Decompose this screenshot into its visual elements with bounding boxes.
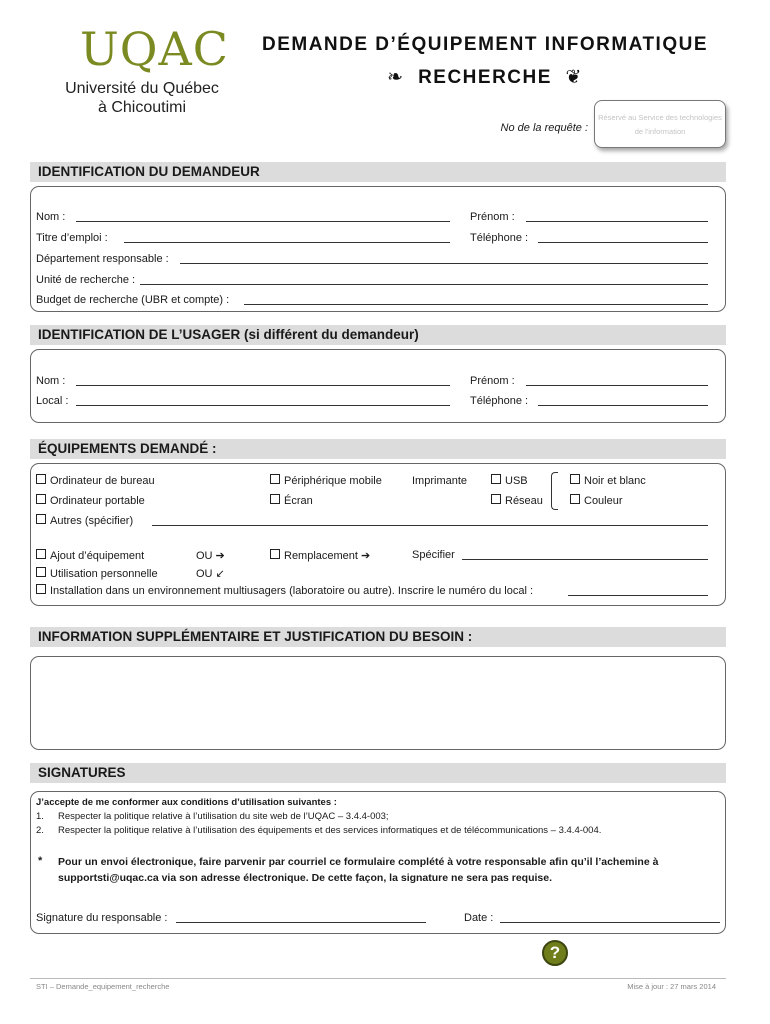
checkbox-noir-blanc[interactable]: [570, 474, 646, 488]
checkbox-box[interactable]: [36, 474, 46, 484]
label-nom: Nom :: [36, 211, 66, 223]
help-icon[interactable]: ?: [542, 940, 568, 966]
condition-2: Respecter la politique relative à l’utilisation des équipements et des services informatiques et de télécommunications – 3.4.4-004.: [58, 825, 602, 836]
field-date[interactable]: [500, 912, 720, 923]
checkbox-box[interactable]: [270, 474, 280, 484]
request-number-box[interactable]: Réservé au Service des technologies de l'information: [594, 100, 726, 148]
logo-line-2: à Chicoutimi: [97, 99, 187, 116]
label-unite: Unité de recherche :: [36, 274, 136, 286]
footer-divider: [30, 978, 726, 979]
checkbox-box[interactable]: [491, 494, 501, 504]
label-usager-prenom: Prénom :: [470, 375, 515, 387]
panel-usager: [30, 349, 726, 423]
checkbox-couleur[interactable]: [570, 494, 623, 508]
section-equipements: ÉQUIPEMENTS DEMANDÉ :: [30, 439, 726, 459]
label-prenom: Prénom :: [470, 211, 515, 223]
label-departement: Département responsable :: [36, 253, 169, 265]
condition-2-num: 2.: [36, 825, 44, 836]
label-budget: Budget de recherche (UBR et compte) :: [36, 294, 230, 306]
field-prenom[interactable]: [526, 211, 708, 222]
field-usager-nom[interactable]: [76, 375, 450, 386]
uqac-logo-word: UQAC: [80, 22, 229, 76]
checkbox-box[interactable]: [491, 474, 501, 484]
checkbox-label: Écran: [284, 495, 313, 507]
note-electronic-2: supportsti@uqac.ca via son adresse électronique. De cette façon, la signature ne sera pas requise.: [58, 872, 552, 884]
checkbox-box[interactable]: [570, 494, 580, 504]
label-ou-1: OU ➔: [196, 550, 225, 562]
field-usager-prenom[interactable]: [526, 375, 708, 386]
checkbox-ecran[interactable]: [270, 494, 313, 508]
label-specifier: Spécifier: [412, 549, 455, 561]
label-usager-nom: Nom :: [36, 375, 66, 387]
checkbox-label: Autres (spécifier): [50, 515, 134, 527]
label-telephone: Téléphone :: [470, 232, 529, 244]
request-number-label: No de la requête :: [500, 122, 588, 134]
section-identification-demandeur: IDENTIFICATION DU DEMANDEUR: [30, 162, 726, 182]
checkbox-box[interactable]: [270, 494, 280, 504]
checkbox-reseau[interactable]: [491, 494, 543, 508]
field-autres[interactable]: [152, 515, 708, 526]
checkbox-box[interactable]: [36, 514, 46, 524]
label-titre-emploi: Titre d’emploi :: [36, 232, 108, 244]
section-justification: INFORMATION SUPPLÉMENTAIRE ET JUSTIFICATION DU BESOIN :: [30, 627, 726, 647]
label-signature: Signature du responsable :: [36, 912, 168, 924]
field-unite[interactable]: [140, 274, 708, 285]
checkbox-label: Réseau: [505, 495, 543, 507]
field-usager-local[interactable]: [76, 395, 450, 406]
checkbox-label: Ajout d’équipement: [50, 550, 145, 562]
checkbox-box[interactable]: [36, 567, 46, 577]
field-departement[interactable]: [180, 253, 708, 264]
checkbox-box[interactable]: [270, 549, 280, 559]
justification-textarea[interactable]: [30, 656, 726, 750]
checkbox-box[interactable]: [36, 584, 46, 594]
footer-update-date: Mise à jour : 27 mars 2014: [627, 982, 716, 991]
checkbox-remplacement[interactable]: [270, 549, 370, 563]
condition-1-num: 1.: [36, 811, 44, 822]
field-nom[interactable]: [76, 211, 450, 222]
form-subtitle: [240, 66, 730, 89]
field-telephone[interactable]: [538, 232, 708, 243]
note-star: *: [38, 855, 43, 867]
field-numero-local[interactable]: [568, 585, 708, 596]
checkbox-label: Noir et blanc: [584, 475, 646, 487]
checkbox-label: Ordinateur portable: [50, 495, 145, 507]
checkbox-label: Remplacement ➔: [284, 550, 371, 562]
field-budget[interactable]: [244, 294, 708, 305]
checkbox-label: Installation dans un environnement multiusagers (laboratoire ou autre). Inscrire le numéro du local :: [50, 585, 534, 597]
checkbox-autres[interactable]: [36, 514, 133, 528]
checkbox-ajout[interactable]: [36, 549, 144, 563]
section-identification-usager: IDENTIFICATION DE L’USAGER (si différent du demandeur): [30, 325, 726, 345]
label-usager-telephone: Téléphone :: [470, 395, 529, 407]
checkbox-ordinateur-portable[interactable]: [36, 494, 145, 508]
note-electronic-1: Pour un envoi électronique, faire parvenir par courriel ce formulaire complété à votre responsable afin qu’il l’achemine à: [58, 856, 659, 868]
checkbox-usb[interactable]: [491, 474, 528, 488]
logo-line-1: Université du Québec: [65, 80, 219, 97]
form-subtitle-text: RECHERCHE: [418, 67, 552, 88]
label-imprimante: Imprimante: [412, 475, 468, 487]
accept-conditions: J’accepte de me conformer aux conditions d’utilisation suivantes :: [36, 797, 337, 808]
section-signatures: SIGNATURES: [30, 763, 726, 783]
label-date: Date :: [464, 912, 494, 924]
checkbox-ordinateur-bureau[interactable]: [36, 474, 155, 488]
checkbox-box[interactable]: [36, 494, 46, 504]
field-titre-emploi[interactable]: [124, 232, 450, 243]
label-usager-local: Local :: [36, 395, 69, 407]
ornament-left-icon: ❧: [387, 67, 405, 88]
label-ou-2: OU ↙: [196, 568, 225, 580]
checkbox-label: Utilisation personnelle: [50, 568, 158, 580]
checkbox-label: Ordinateur de bureau: [50, 475, 155, 487]
field-specifier[interactable]: [462, 549, 708, 560]
condition-1: Respecter la politique relative à l’utilisation du site web de l’UQAC – 3.4.4-003;: [58, 811, 389, 822]
ornament-right-icon: ❦: [565, 67, 583, 88]
footer-document-name: STI – Demande_equipement_recherche: [36, 982, 170, 991]
checkbox-label: Périphérique mobile: [284, 475, 382, 487]
checkbox-box[interactable]: [36, 549, 46, 559]
checkbox-peripherique-mobile[interactable]: [270, 474, 382, 488]
checkbox-box[interactable]: [570, 474, 580, 484]
checkbox-utilisation-personnelle[interactable]: [36, 567, 158, 581]
form-title: DEMANDE D’ÉQUIPEMENT INFORMATIQUE: [261, 34, 709, 55]
field-usager-telephone[interactable]: [538, 395, 708, 406]
bracket-divider: [551, 472, 558, 510]
checkbox-label: Couleur: [584, 495, 623, 507]
field-signature[interactable]: [176, 912, 426, 923]
checkbox-installation[interactable]: [36, 584, 533, 598]
checkbox-label: USB: [505, 475, 528, 487]
